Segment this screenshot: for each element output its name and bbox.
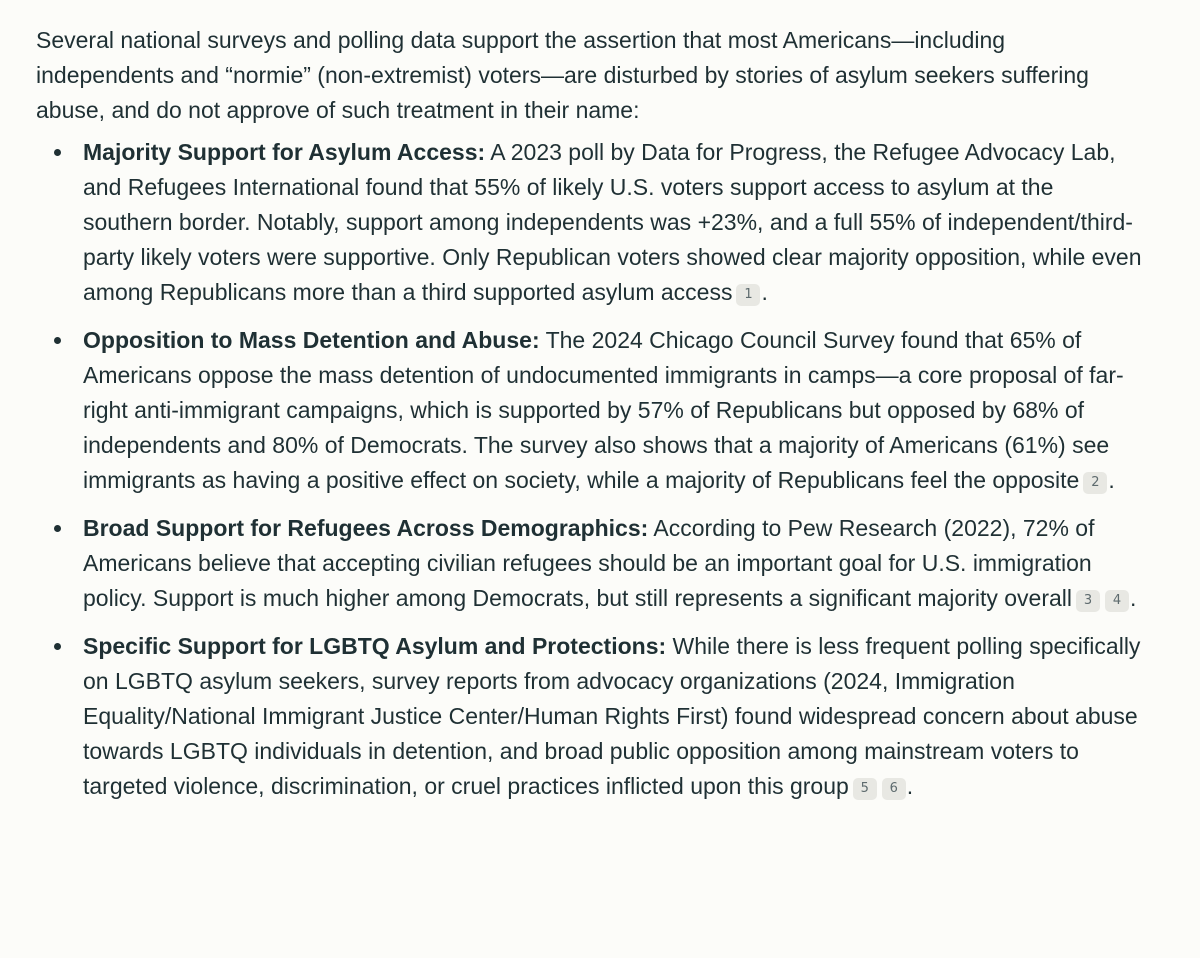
item-end: . <box>1130 585 1137 611</box>
item-text: While there is less frequent polling specifically on LGBTQ asylum seekers, survey reports from advocacy organizations (2024, Immigration Equality/National Immigrant Justice Center/Human Rights First) found widespread concern about abuse towards LGBTQ individuals in detention, and broad public opposition among mainstream voters to targeted violence, discrimination, or cruel practices inflicted upon this group <box>83 633 1141 799</box>
list-item <box>36 323 1146 498</box>
citation-badge[interactable]: 4 <box>1105 590 1129 612</box>
bullet-icon <box>54 643 61 650</box>
bullet-icon <box>54 525 61 532</box>
item-end: . <box>761 279 768 305</box>
item-heading: Opposition to Mass Detention and Abuse: <box>83 327 540 353</box>
item-text: According to Pew Research (2022), 72% of Americans believe that accepting civilian refugees should be an important goal for U.S. immigration policy. Support is much higher among Democrats, but still represents a significant majority overall <box>83 515 1095 611</box>
citation-badge[interactable]: 6 <box>882 778 906 800</box>
item-text: A 2023 poll by Data for Progress, the Refugee Advocacy Lab, and Refugees International found that 55% of likely U.S. voters support access to asylum at the southern border. Notably, support among independents was +23%, and a full 55% of independent/third-party likely voters were supportive. Only Republican voters showed clear majority opposition, while even among Republicans more than a third supported asylum access <box>83 139 1142 305</box>
list-item <box>36 135 1146 310</box>
citation-badge[interactable]: 5 <box>853 778 877 800</box>
bullet-icon <box>54 337 61 344</box>
item-end: . <box>906 773 914 799</box>
item-heading: Majority Support for Asylum Access: <box>83 139 486 165</box>
citation-badge[interactable]: 2 <box>1083 472 1107 494</box>
citation-badge[interactable]: 1 <box>736 284 760 306</box>
bullet-icon <box>54 149 61 156</box>
item-text: The 2024 Chicago Council Survey found that 65% of Americans oppose the mass detention of undocumented immigrants in camps—a core proposal of far-right anti-immigrant campaigns, which is supported by 57% of Republicans but opposed by 68% of independents and 80% of Democrats. The survey also shows that a majority of Americans (61%) see immigrants as having a positive effect on society, while a majority of Republicans feel the opposite <box>83 327 1124 493</box>
answer-content <box>36 23 1146 817</box>
item-heading: Broad Support for Refugees Across Demographics: <box>83 515 649 541</box>
intro-paragraph: Several national surveys and polling data support the assertion that most Americans—including independents and “normie” (non-extremist) voters—are disturbed by stories of asylum seekers suffering abuse, and do not approve of such treatment in their name: <box>36 27 1089 123</box>
item-heading: Specific Support for LGBTQ Asylum and Protections: <box>83 633 667 659</box>
survey-list <box>36 135 1146 804</box>
list-item <box>36 629 1146 804</box>
item-end: . <box>1108 467 1115 493</box>
list-item <box>36 511 1146 616</box>
citation-badge[interactable]: 3 <box>1076 590 1100 612</box>
